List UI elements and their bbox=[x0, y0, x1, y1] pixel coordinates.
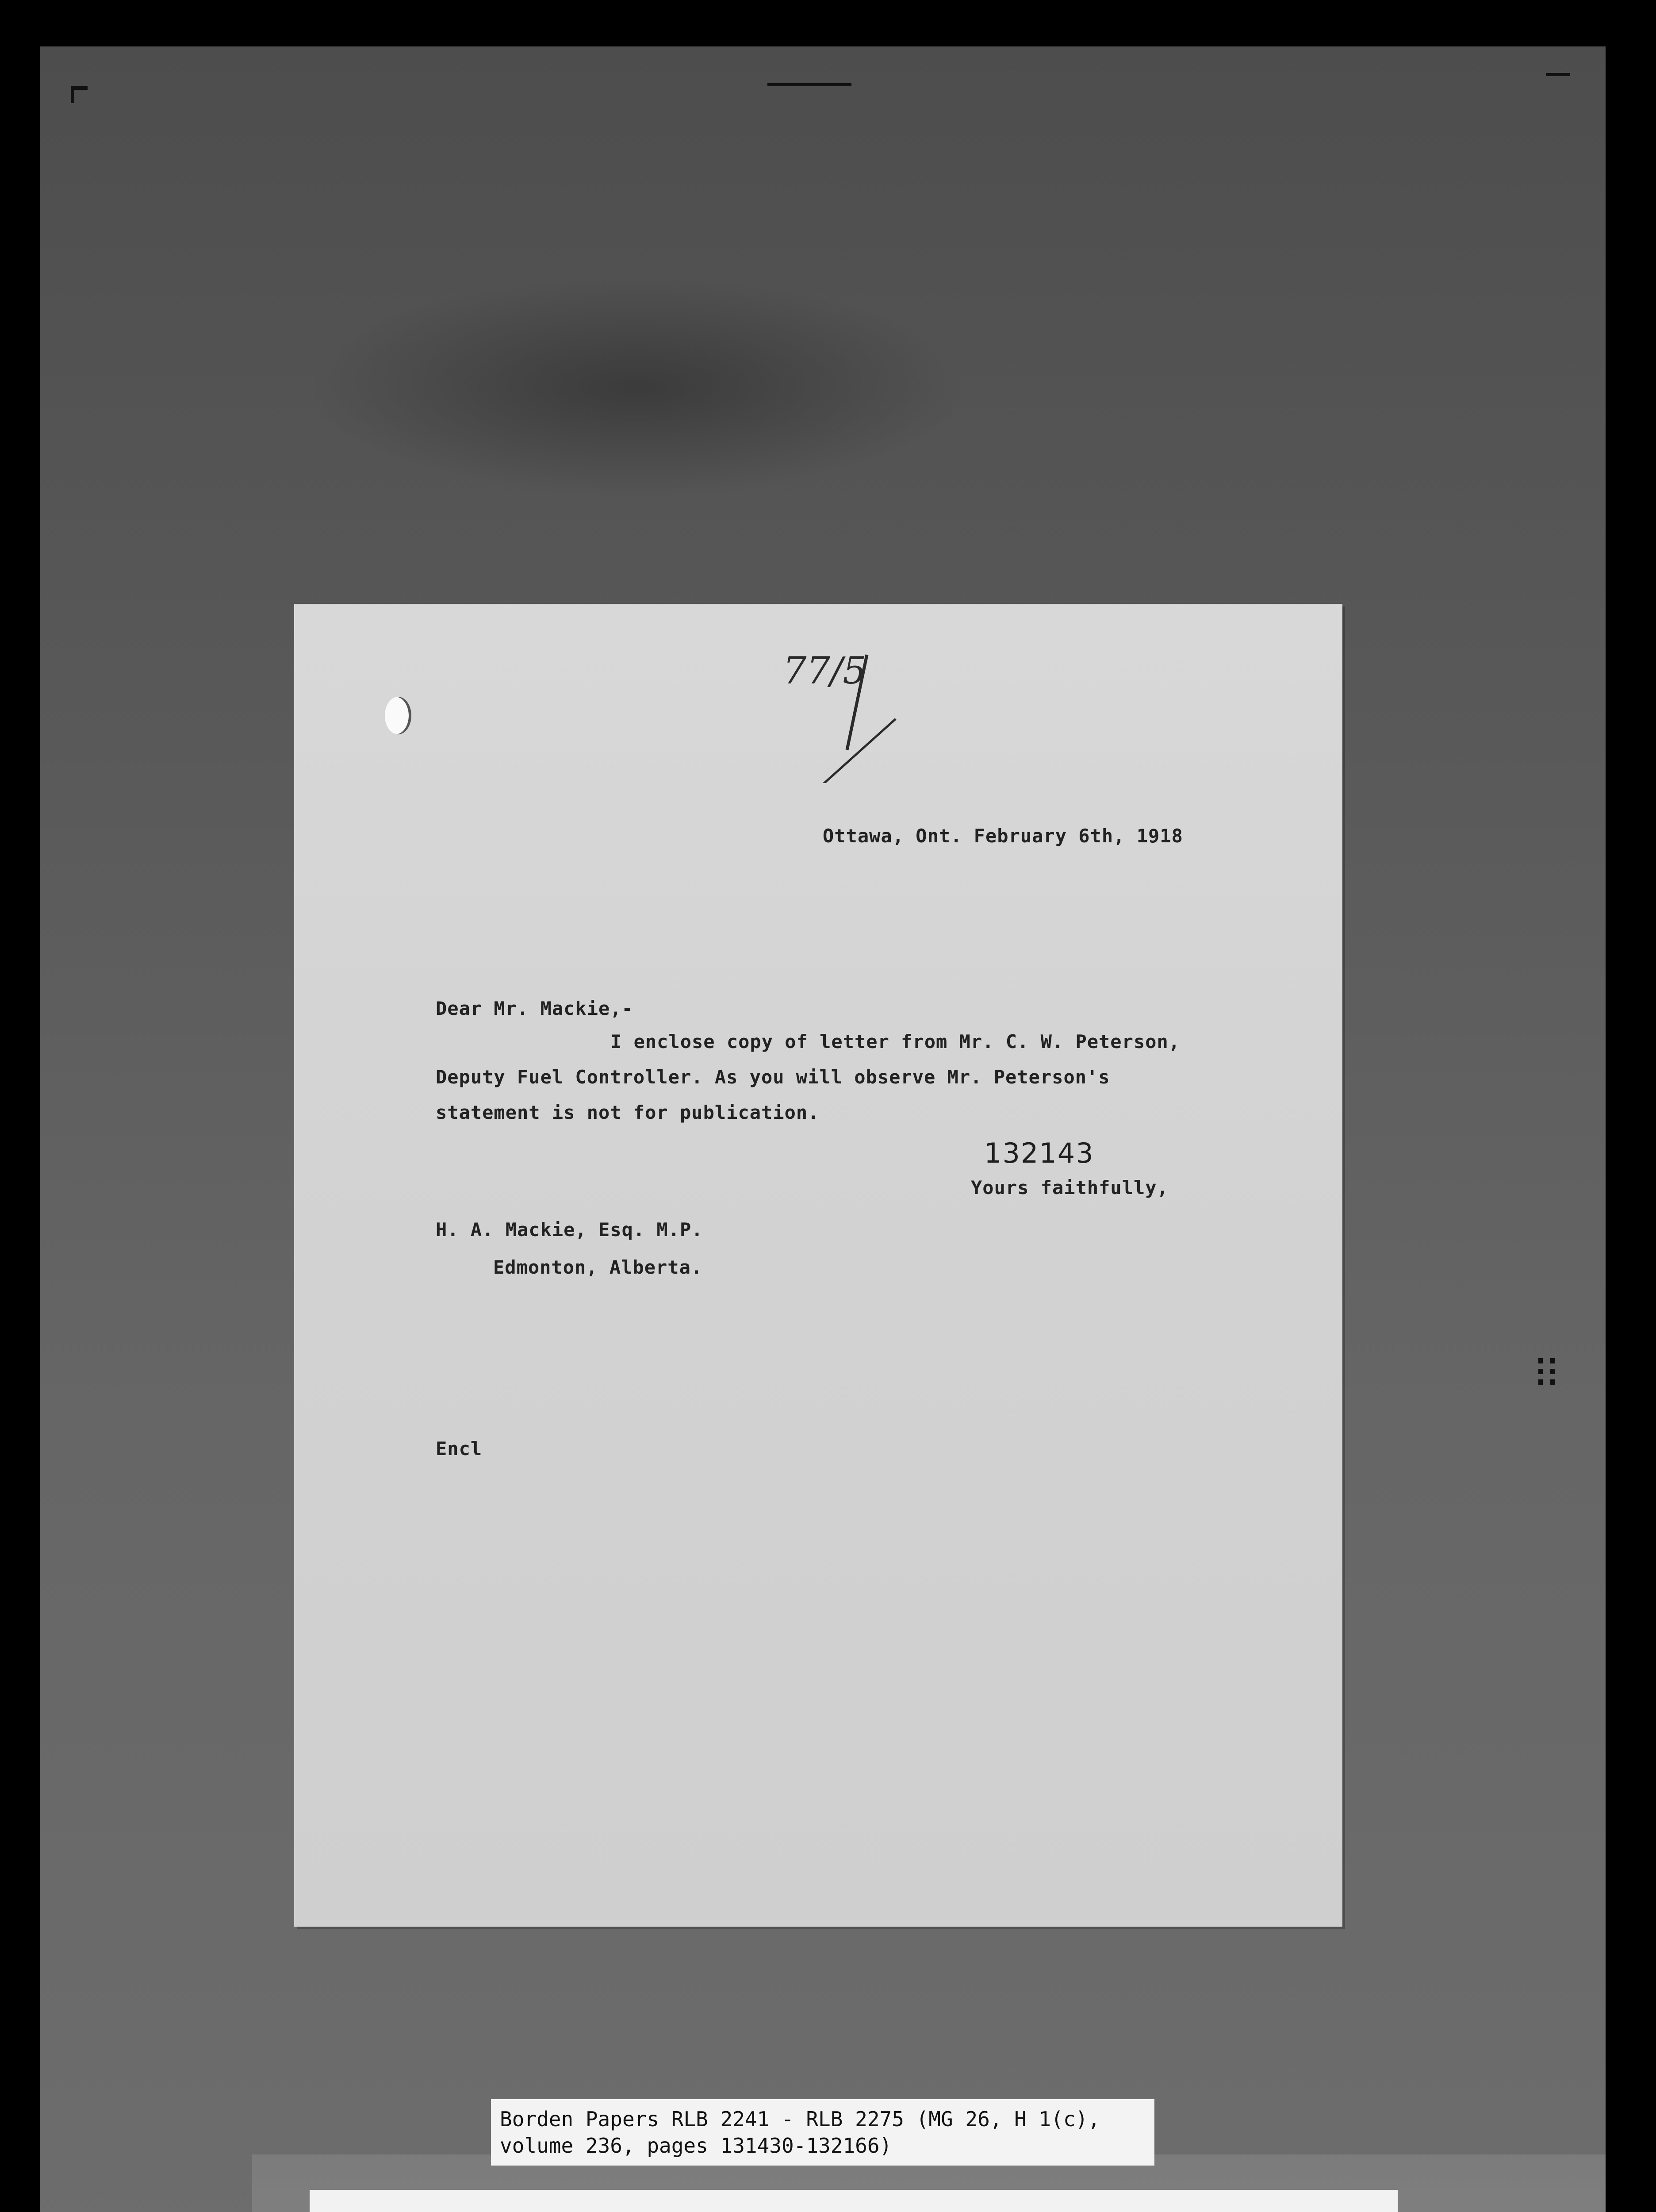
recipient-address: Edmonton, Alberta. bbox=[493, 1256, 703, 1278]
top-right-dash-mark bbox=[1546, 73, 1570, 76]
catalogue-slip bbox=[491, 2099, 1154, 2166]
top-dash-mark bbox=[767, 83, 851, 86]
date-line: Ottawa, Ont. February 6th, 1918 bbox=[823, 825, 1183, 847]
body-line-1: I enclose copy of letter from Mr. C. W. Peterson, bbox=[610, 1031, 1181, 1052]
edge-mark bbox=[1550, 1358, 1555, 1385]
enclosure-note: Encl bbox=[436, 1438, 483, 1459]
edge-mark bbox=[1538, 1358, 1543, 1385]
slip-line-1: Borden Papers RLB 2241 - RLB 2275 (MG 26, H 1(c), bbox=[500, 2107, 1100, 2131]
handwritten-annotation-icon bbox=[776, 641, 935, 783]
board-shadow bbox=[305, 276, 969, 498]
punch-hole bbox=[385, 697, 411, 734]
letter-sheet bbox=[294, 604, 1342, 1927]
corner-registration-mark bbox=[71, 86, 88, 103]
archive-label bbox=[310, 2190, 1398, 2212]
body-line-2: Deputy Fuel Controller. As you will observe Mr. Peterson's bbox=[436, 1066, 1110, 1088]
slip-line-2: volume 236, pages 131430-132166) bbox=[500, 2134, 892, 2158]
body-line-3: statement is not for publication. bbox=[436, 1102, 820, 1123]
page-number-stamp: 132143 bbox=[984, 1137, 1094, 1169]
recipient-name: H. A. Mackie, Esq. M.P. bbox=[436, 1219, 703, 1240]
handwritten-note: 77/5 bbox=[783, 649, 866, 692]
closing: Yours faithfully, bbox=[971, 1177, 1169, 1198]
salutation: Dear Mr. Mackie,- bbox=[436, 998, 633, 1019]
